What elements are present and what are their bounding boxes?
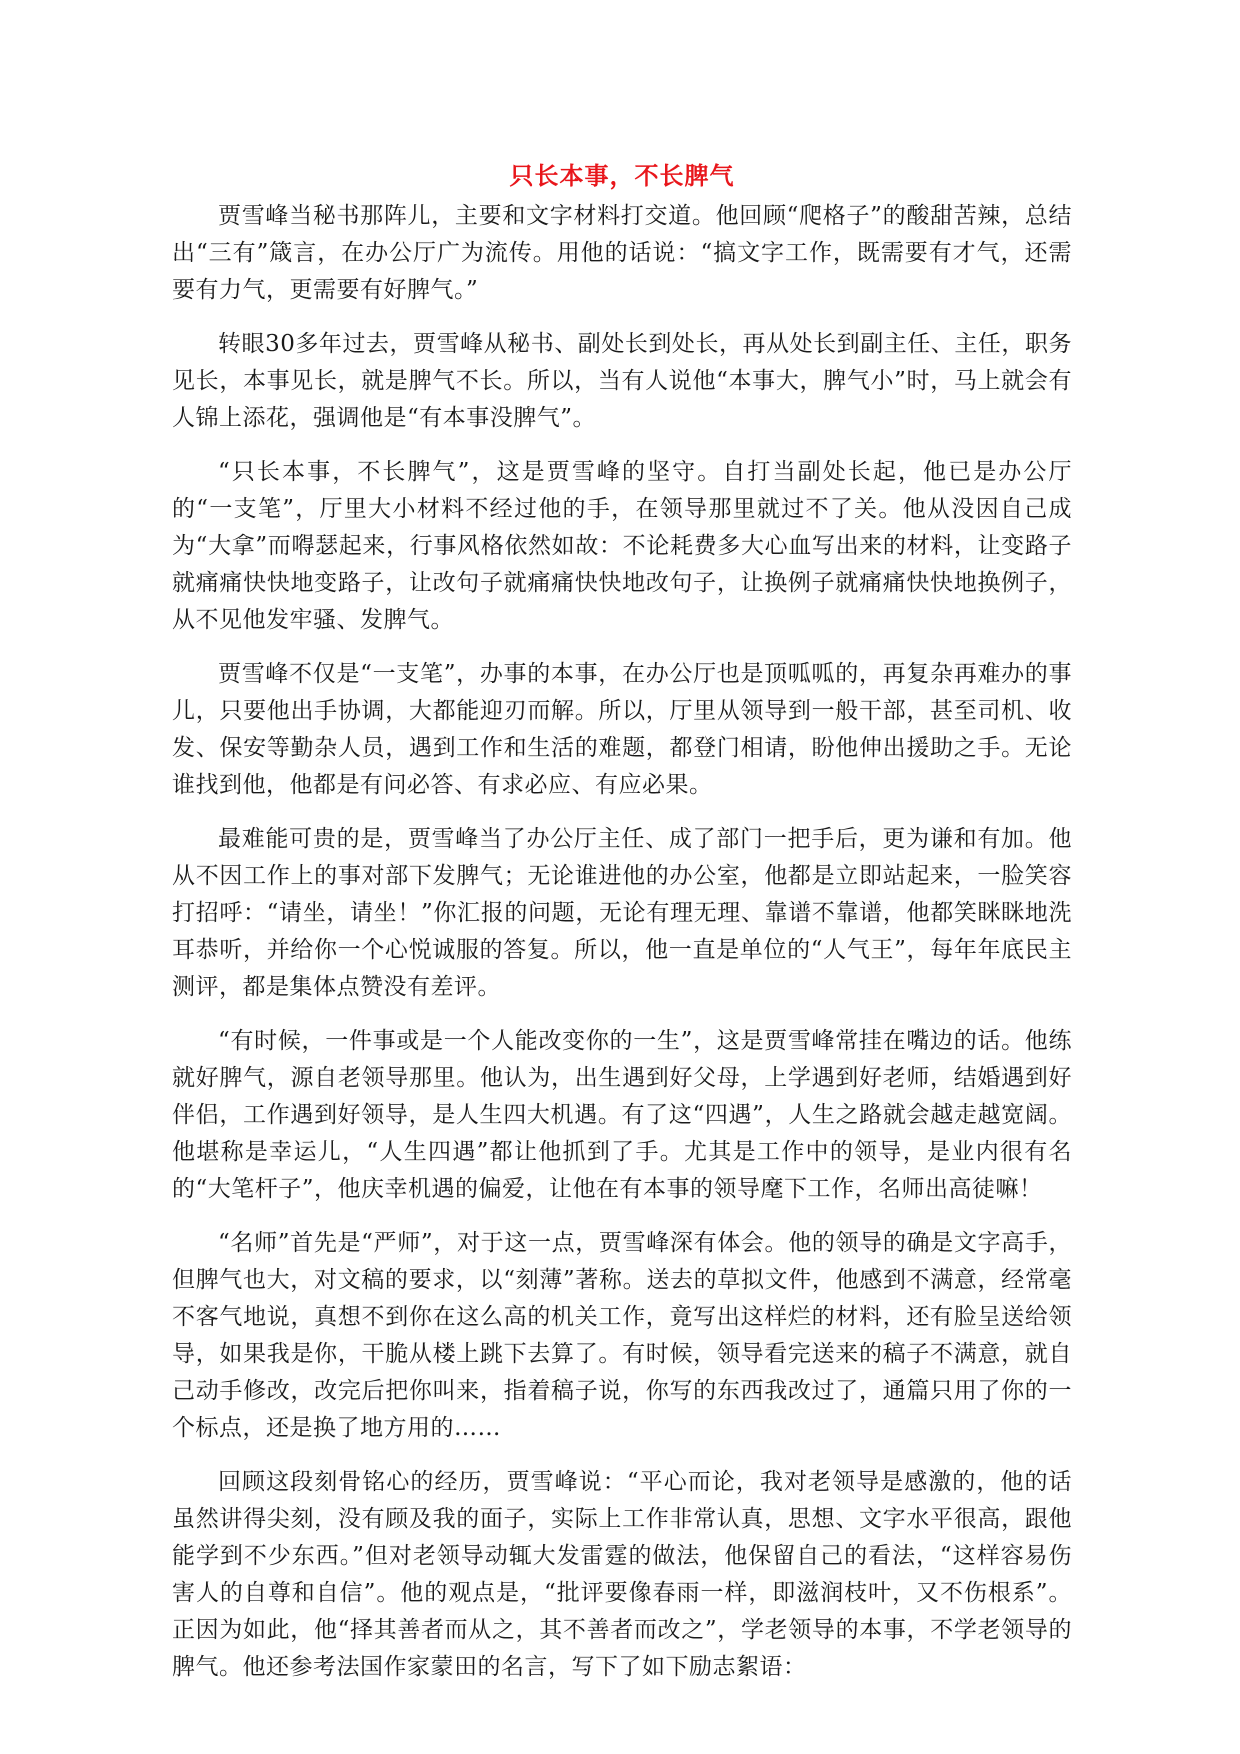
article-body xyxy=(172,160,1072,1703)
paragraph-3: “只长本事，不长脾气”，这是贾雪峰的坚守。自打当副处长起，他已是办公厅的“一支笔”，厅里大小材料不经过他的手，在领导那里就过不了关。他从没因自己成为“大拿”而嘚瑟起来，行事风格依然如故：不论耗费多大心血写出来的材料，让变路子就痛痛快快地变路子，让改句子就痛痛快快地改句子，让换例子就痛痛快快地换例子，从不见他发牢骚、发脾气。 xyxy=(172,459,1072,633)
paragraph-2: 转眼30多年过去，贾雪峰从秘书、副处长到处长，再从处长到副主任、主任，职务见长，本事见长，就是脾气不长。所以，当有人说他“本事大，脾气小”时，马上就会有人锦上添花，强调他是“有本事没脾气”。 xyxy=(172,331,1072,431)
article-title: 只长本事，不长脾气 xyxy=(509,161,735,190)
paragraph-7: “名师”首先是“严师”，对于这一点，贾雪峰深有体会。他的领导的确是文字高手，但脾气也大，对文稿的要求，以“刻薄”著称。送去的草拟文件，他感到不满意，经常毫不客气地说，真想不到你在这么高的机关工作，竟写出这样烂的材料，还有脸呈送给领导，如果我是你，干脆从楼上跳下去算了。有时候，领导看完送来的稿子不满意，就自己动手修改，改完后把你叫来，指着稿子说，你写的东西我改过了，通篇只用了你的一个标点，还是换了地方用的…… xyxy=(172,1230,1072,1441)
paragraph-4: 贾雪峰不仅是“一支笔”，办事的本事，在办公厅也是顶呱呱的，再复杂再难办的事儿，只要他出手协调，大都能迎刃而解。所以，厅里从领导到一般干部，甚至司机、收发、保安等勤杂人员，遇到工作和生活的难题，都登门相请，盼他伸出援助之手。无论谁找到他，他都是有问必答、有求必应、有应必果。 xyxy=(172,661,1072,798)
paragraph-6: “有时候，一件事或是一个人能改变你的一生”，这是贾雪峰常挂在嘴边的话。他练就好脾气，源自老领导那里。他认为，出生遇到好父母，上学遇到好老师，结婚遇到好伴侣，工作遇到好领导，是人生四大机遇。有了这“四遇”，人生之路就会越走越宽阔。他堪称是幸运儿，“人生四遇”都让他抓到了手。尤其是工作中的领导，是业内很有名的“大笔杆子”，他庆幸机遇的偏爱，让他在有本事的领导麾下工作，名师出高徒嘛！ xyxy=(172,1028,1072,1202)
paragraph-5: 最难能可贵的是，贾雪峰当了办公厅主任、成了部门一把手后，更为谦和有加。他从不因工作上的事对部下发脾气；无论谁进他的办公室，他都是立即站起来，一脸笑容打招呼：“请坐，请坐！”你汇报的问题，无论有理无理、靠谱不靠谱，他都笑眯眯地洗耳恭听，并给你一个心悦诚服的答复。所以，他一直是单位的“人气王”，每年年底民主测评，都是集体点赞没有差评。 xyxy=(172,826,1072,1000)
paragraph-1: 贾雪峰当秘书那阵儿，主要和文字材料打交道。他回顾“爬格子”的酸甜苦辣，总结出“三有”箴言，在办公厅广为流传。用他的话说：“搞文字工作，既需要有才气，还需要有力气，更需要有好脾气。” xyxy=(172,203,1072,303)
paragraph-8: 回顾这段刻骨铭心的经历，贾雪峰说：“平心而论，我对老领导是感激的，他的话虽然讲得尖刻，没有顾及我的面子，实际上工作非常认真，思想、文字水平很高，跟他能学到不少东西。”但对老领导动辄大发雷霆的做法，他保留自己的看法，“这样容易伤害人的自尊和自信”。他的观点是，“批评要像春雨一样，即滋润枝叶，又不伤根系”。正因为如此，他“择其善者而从之，其不善者而改之”，学老领导的本事，不学老领导的脾气。他还参考法国作家蒙田的名言，写下了如下励志絮语： xyxy=(172,1469,1072,1680)
